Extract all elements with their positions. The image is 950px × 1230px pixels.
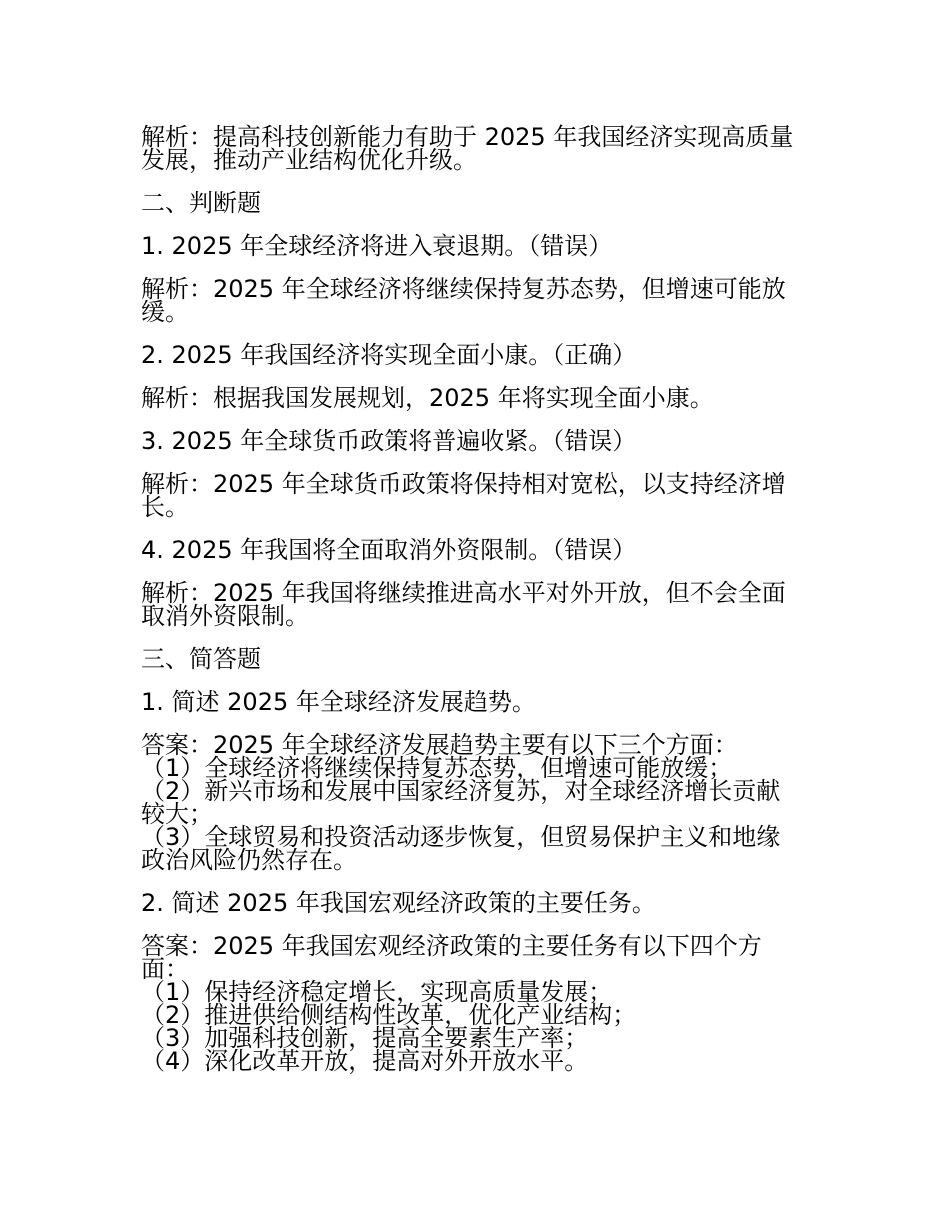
text-line: （4）深化改革开放，提高对外开放水平。 bbox=[141, 1047, 589, 1075]
paragraph bbox=[141, 427, 821, 455]
text-line: 取消外资限制。 bbox=[141, 602, 309, 630]
text-line: （3）加强科技创新，提高全要素生产率； bbox=[141, 1024, 589, 1052]
text-line: 三、简答题 bbox=[141, 645, 261, 673]
text-line: 解析：2025 年全球经济将继续保持复苏态势，但增速可能放 bbox=[141, 275, 786, 303]
text-line: 解析：2025 年全球货币政策将保持相对宽松，以支持经济增 bbox=[141, 470, 786, 498]
text-line: （2）新兴市场和发展中国家经济复苏，对全球经济增长贡献 bbox=[141, 777, 781, 805]
paragraph bbox=[141, 384, 821, 412]
text-line: 答案：2025 年全球经济发展趋势主要有以下三个方面： bbox=[141, 731, 738, 759]
text-line: 1. 简述 2025 年全球经济发展趋势。 bbox=[141, 688, 536, 716]
paragraph bbox=[141, 470, 821, 521]
text-line: 缓。 bbox=[141, 298, 189, 326]
text-line: 发展，推动产业结构优化升级。 bbox=[141, 146, 477, 174]
paragraph bbox=[141, 189, 821, 217]
text-line: 长。 bbox=[141, 493, 189, 521]
paragraph bbox=[141, 232, 821, 260]
paragraph bbox=[141, 932, 821, 1075]
text-line: 较大； bbox=[141, 800, 213, 828]
paragraph bbox=[141, 123, 821, 174]
text-line: 1. 2025 年全球经济将进入衰退期。（错误） bbox=[141, 232, 613, 260]
text-line: 4. 2025 年我国将全面取消外资限制。（错误） bbox=[141, 536, 637, 564]
text-line: 2. 简述 2025 年我国宏观经济政策的主要任务。 bbox=[141, 889, 656, 917]
text-line: 3. 2025 年全球货币政策将普遍收紧。（错误） bbox=[141, 427, 637, 455]
text-line: 解析：2025 年我国将继续推进高水平对外开放，但不会全面 bbox=[141, 579, 786, 607]
paragraph bbox=[141, 275, 821, 326]
paragraph bbox=[141, 536, 821, 564]
text-line: 解析：提高科技创新能力有助于 2025 年我国经济实现高质量 bbox=[141, 123, 794, 151]
text-line: 答案：2025 年我国宏观经济政策的主要任务有以下四个方 bbox=[141, 932, 762, 960]
paragraph bbox=[141, 341, 821, 369]
paragraph bbox=[141, 731, 821, 874]
paragraph bbox=[141, 645, 821, 673]
paragraph bbox=[141, 889, 821, 917]
text-line: （3）全球贸易和投资活动逐步恢复，但贸易保护主义和地缘 bbox=[141, 823, 781, 851]
text-line: 面： bbox=[141, 955, 189, 983]
text-line: 二、判断题 bbox=[141, 189, 261, 217]
text-line: （1）全球经济将继续保持复苏态势，但增速可能放缓； bbox=[141, 754, 733, 782]
paragraph bbox=[141, 579, 821, 630]
paragraph bbox=[141, 688, 821, 716]
text-line: 2. 2025 年我国经济将实现全面小康。（正确） bbox=[141, 341, 637, 369]
text-line: （2）推进供给侧结构性改革，优化产业结构； bbox=[141, 1001, 637, 1029]
document-body bbox=[141, 123, 821, 1093]
text-line: 解析：根据我国发展规划，2025 年将实现全面小康。 bbox=[141, 384, 714, 412]
text-line: 政治风险仍然存在。 bbox=[141, 846, 357, 874]
text-line: （1）保持经济稳定增长，实现高质量发展； bbox=[141, 978, 613, 1006]
